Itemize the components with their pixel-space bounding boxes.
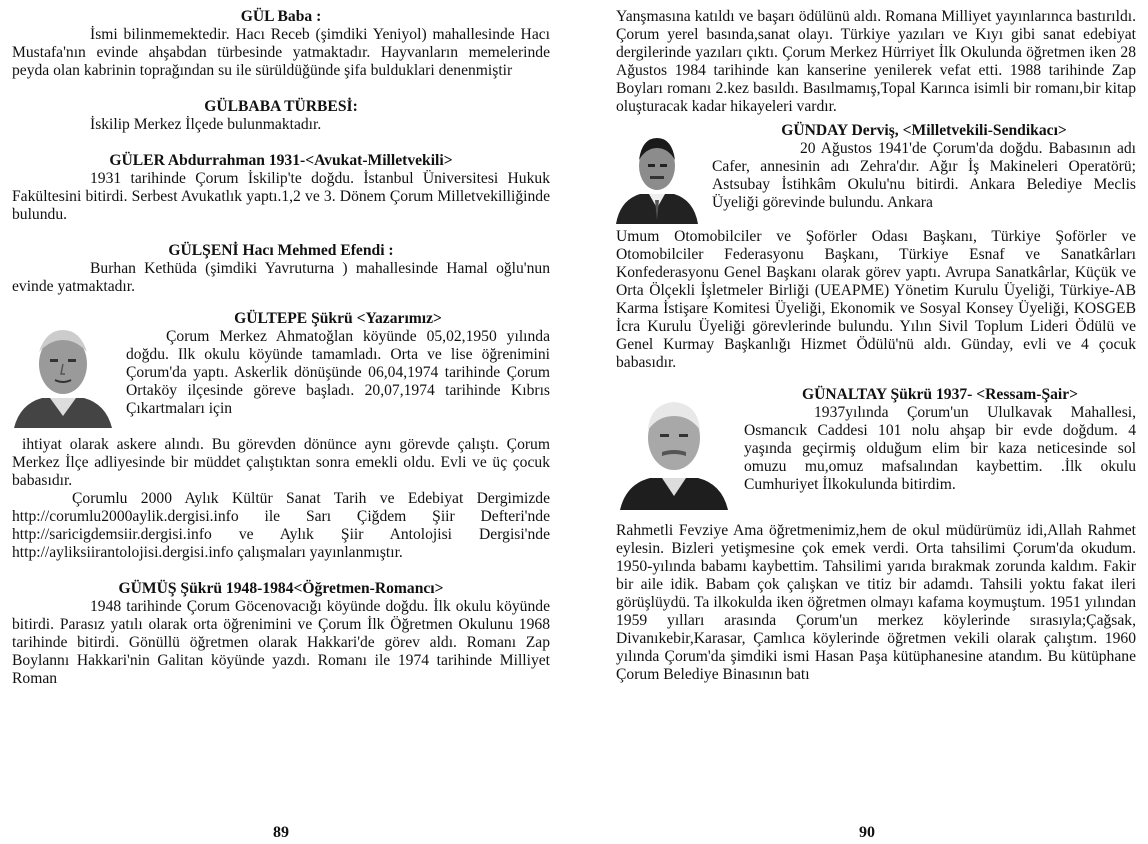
entry-body-gulbaba-turbesi: İskilip Merkez İlçede bulunmaktadır. — [90, 116, 322, 133]
entry-body-gunday-full: Umum Otomobilciler ve Şoförler Odası Başkanı, Türkiye Şoförler ve Otomobilciler Federasyonu Başkanı, Türkiye Esnaf ve Sanatkârları Konfederasyonu Genel Başkanı olarak görev yaptı. Avrupa Sanatkârlar, Küçük ve Orta Ölçekli İşletmeler Birliği (UEAPME) Yönetim Kurulu Üyeliği, Türkiye-AB Karma İstişare Komitesi Üyeliği, Ekonomik ve Sosyal Konsey Üyeliği, KOSGEB İcra Kurulu Üyeliği görevlerinde bulundu. Yılın Sivil Toplum Lideri Ödülü ve Genel Kurmay Başkanlığı Hizmet Ödülü'nü aldı. Günday, evli ve 4 çocuk babasıdır. — [616, 228, 1136, 371]
page-89 — [0, 0, 562, 844]
entry-body-gultepe-wrap: Çorum Merkez Ahmatoğlan köyünde 05,02,1950 yılında doğdu. Ilk okulu köyünde tamamladı. Orta ve lise öğrenimini Çorum'da yaptı. Askerlik dönüşünde 06,04,1974 tarihinde Çorum Ortaköy ilçesinde göreve başladı. 20,07,1974 tarihinde Kıbrıs Çıkartmaları için — [126, 328, 550, 417]
page-90 — [586, 0, 1148, 844]
entry-body-gunaltay-full: Rahmetli Fevziye Ama öğretmenimiz,hem de okul müdürümüz idi,Allah Rahmet eylesin. Bizleri yetişmesine çok emek verdi. Orta tahsilimi Çorum'da okudum. 1950-yılında babamı kaybettim. Tahsilimi yarıda bırakmak zorunda kaldım. Fakir bir aile idik. Babam çok çalışkan ve titiz bir adamdı. Tahsili yoktu fakat ileri görüşlüydü. Ta ilkokulda iken öğretmen olmayı kafama koymuştum. 1951 yılından 1959 yılları arasında Çorum'un merkez köylerinde sırasıyla;Çağsak, Divanıkebir,Karasar, Çamlıca köylerinde öğretmen vekili olarak çalıştım. 1960 yılında Çorum'da şimdiki ismi Hasan Paşa kütüphanesine atandım. Bu kütüphane Çorum Belediye Binasının batı — [616, 522, 1136, 683]
entry-title-gultepe: GÜLTEPE Şükrü <Yazarımız> — [234, 310, 442, 327]
entry-body-gulseni: Burhan Kethüda (şimdiki Yavruturna ) mahallesinde Hamal oğlu'nun evinde yatmaktadır. — [12, 260, 550, 295]
entry-title-gul-baba: GÜL Baba : — [240, 8, 322, 25]
entry-body-gumus-continued: Yanşmasına katıldı ve başarı ödülünü aldı. Romana Milliyet yayınlarınca bastırıldı. Çorum yerel basında,sanat olayı. Türkiye yazıları ve Kıyı gibi sanat edebiyat dergilerinde yazıları çıktı. Çorum Merkez Hürriyet İlk Okulunda öğretmen iken 28 Ağustos 1984 tarihinde kan kanserine yenilerek vefat etti. 1988 tarihinde Zap Boyları romanı 2.kez basıldı. Basılmamış,Topal Karınca isimli bir romanı,bir kitap oluşturacak kadar hikayeleri vardır. — [616, 8, 1136, 115]
entry-body-gumus: 1948 tarihinde Çorum Göcenovacığı köyünde doğdu. İlk okulu köyünde bitirdi. Parasız yatılı olarak orta öğrenimini ve Çorum İlk Öğretmen Okulunu 1968 tarihinde bitirdi. Gönüllü öğretmen olarak Hakkari'de görev aldı. Romanı Zap Boylannı Hakkari'nin Galitan köyünde yazdı. Romanı ile 1974 tarihinde Milliyet Roman — [12, 598, 550, 687]
portrait-gunday — [616, 124, 698, 224]
entry-title-gunaltay: GÜNALTAY Şükrü 1937- <Ressam-Şair> — [801, 386, 1079, 403]
portrait-gultepe — [12, 312, 114, 428]
entry-body-gunaltay-wrap: 1937yılında Çorum'un Ululkavak Mahallesi, Osmancık Caddesi 101 nolu ahşap bir evde doğdum. 4 yaşında geçirmiş olduğum elim bir kaza neticesinde sol omuzu mu,omuz mafsalından kaybettim. .İlk okulu Cumhuriyet İlkokulunda bitirdim. — [744, 404, 1136, 493]
entry-title-gulseni: GÜLŞENİ Hacı Mehmed Efendi : — [168, 242, 394, 259]
entry-body-guler: 1931 tarihinde Çorum İskilip'te doğdu. İstanbul Üniversitesi Hukuk Fakültesini bitirdi. Serbest Avukatlık yaptı.1,2 ve 3. Dönem Çorum Milletvekilliğinde bulundu. — [12, 170, 550, 223]
portrait-gunaltay — [616, 386, 732, 510]
entry-body-gultepe-links: Çorumlu 2000 Aylık Kültür Sanat Tarih ve Edebiyat Dergimizde http://corumlu2000aylik.dergisi.info ile Sarı Çiğdem Şiir Defteri'nde http://saricigdemsiir.dergisi.info ve Aylık Şiir Antolojisi Dergisi'nde http://ayliksiirantolojisi.dergisi.info çalışmaları yayınlanmıştır. — [12, 490, 550, 561]
entry-title-gumus: GÜMÜŞ Şükrü 1948-1984<Öğretmen-Romancı> — [118, 580, 444, 597]
entry-body-gultepe-full: ihtiyat olarak askere alındı. Bu görevden dönünce aynı görevde çalıştı. Çorum Merkez İlçe adliyesinde bir müddet çalıştıktan sonra emekli oldu. Evli ve üç çocuk babasıdır. — [12, 436, 550, 489]
entry-title-gunday: GÜNDAY Derviş, <Milletvekili-Sendikacı> — [781, 122, 1067, 139]
entry-title-gulbaba-turbesi: GÜLBABA TÜRBESİ: — [204, 98, 358, 115]
entry-title-guler: GÜLER Abdurrahman 1931-<Avukat-Milletvekili> — [109, 152, 453, 169]
entry-body-gunday-wrap: 20 Ağustos 1941'de Çorum'da doğdu. Babasının adı Cafer, annesinin adı Zehra'dır. Ağır İş Makineleri Operatörü; Astsubay İstihkâm Okulu'nu bitirdi. Ankara Belediye Meclis Üyeliği görevinde bulundu. Ankara — [712, 140, 1136, 211]
page-number-right: 90 — [859, 824, 875, 841]
page-number-left: 89 — [273, 824, 289, 841]
entry-body-gul-baba: İsmi bilinmemektedir. Hacı Receb (şimdiki Yeniyol) mahallesinde Hacı Mustafa'nın evinde ahşabdan türbesinde yatmaktadır. Hayvanların memelerinde peyda olan kabrinin toprağından su ile sürüldüğünde şifa bulduklari denenmiştir — [12, 26, 550, 79]
